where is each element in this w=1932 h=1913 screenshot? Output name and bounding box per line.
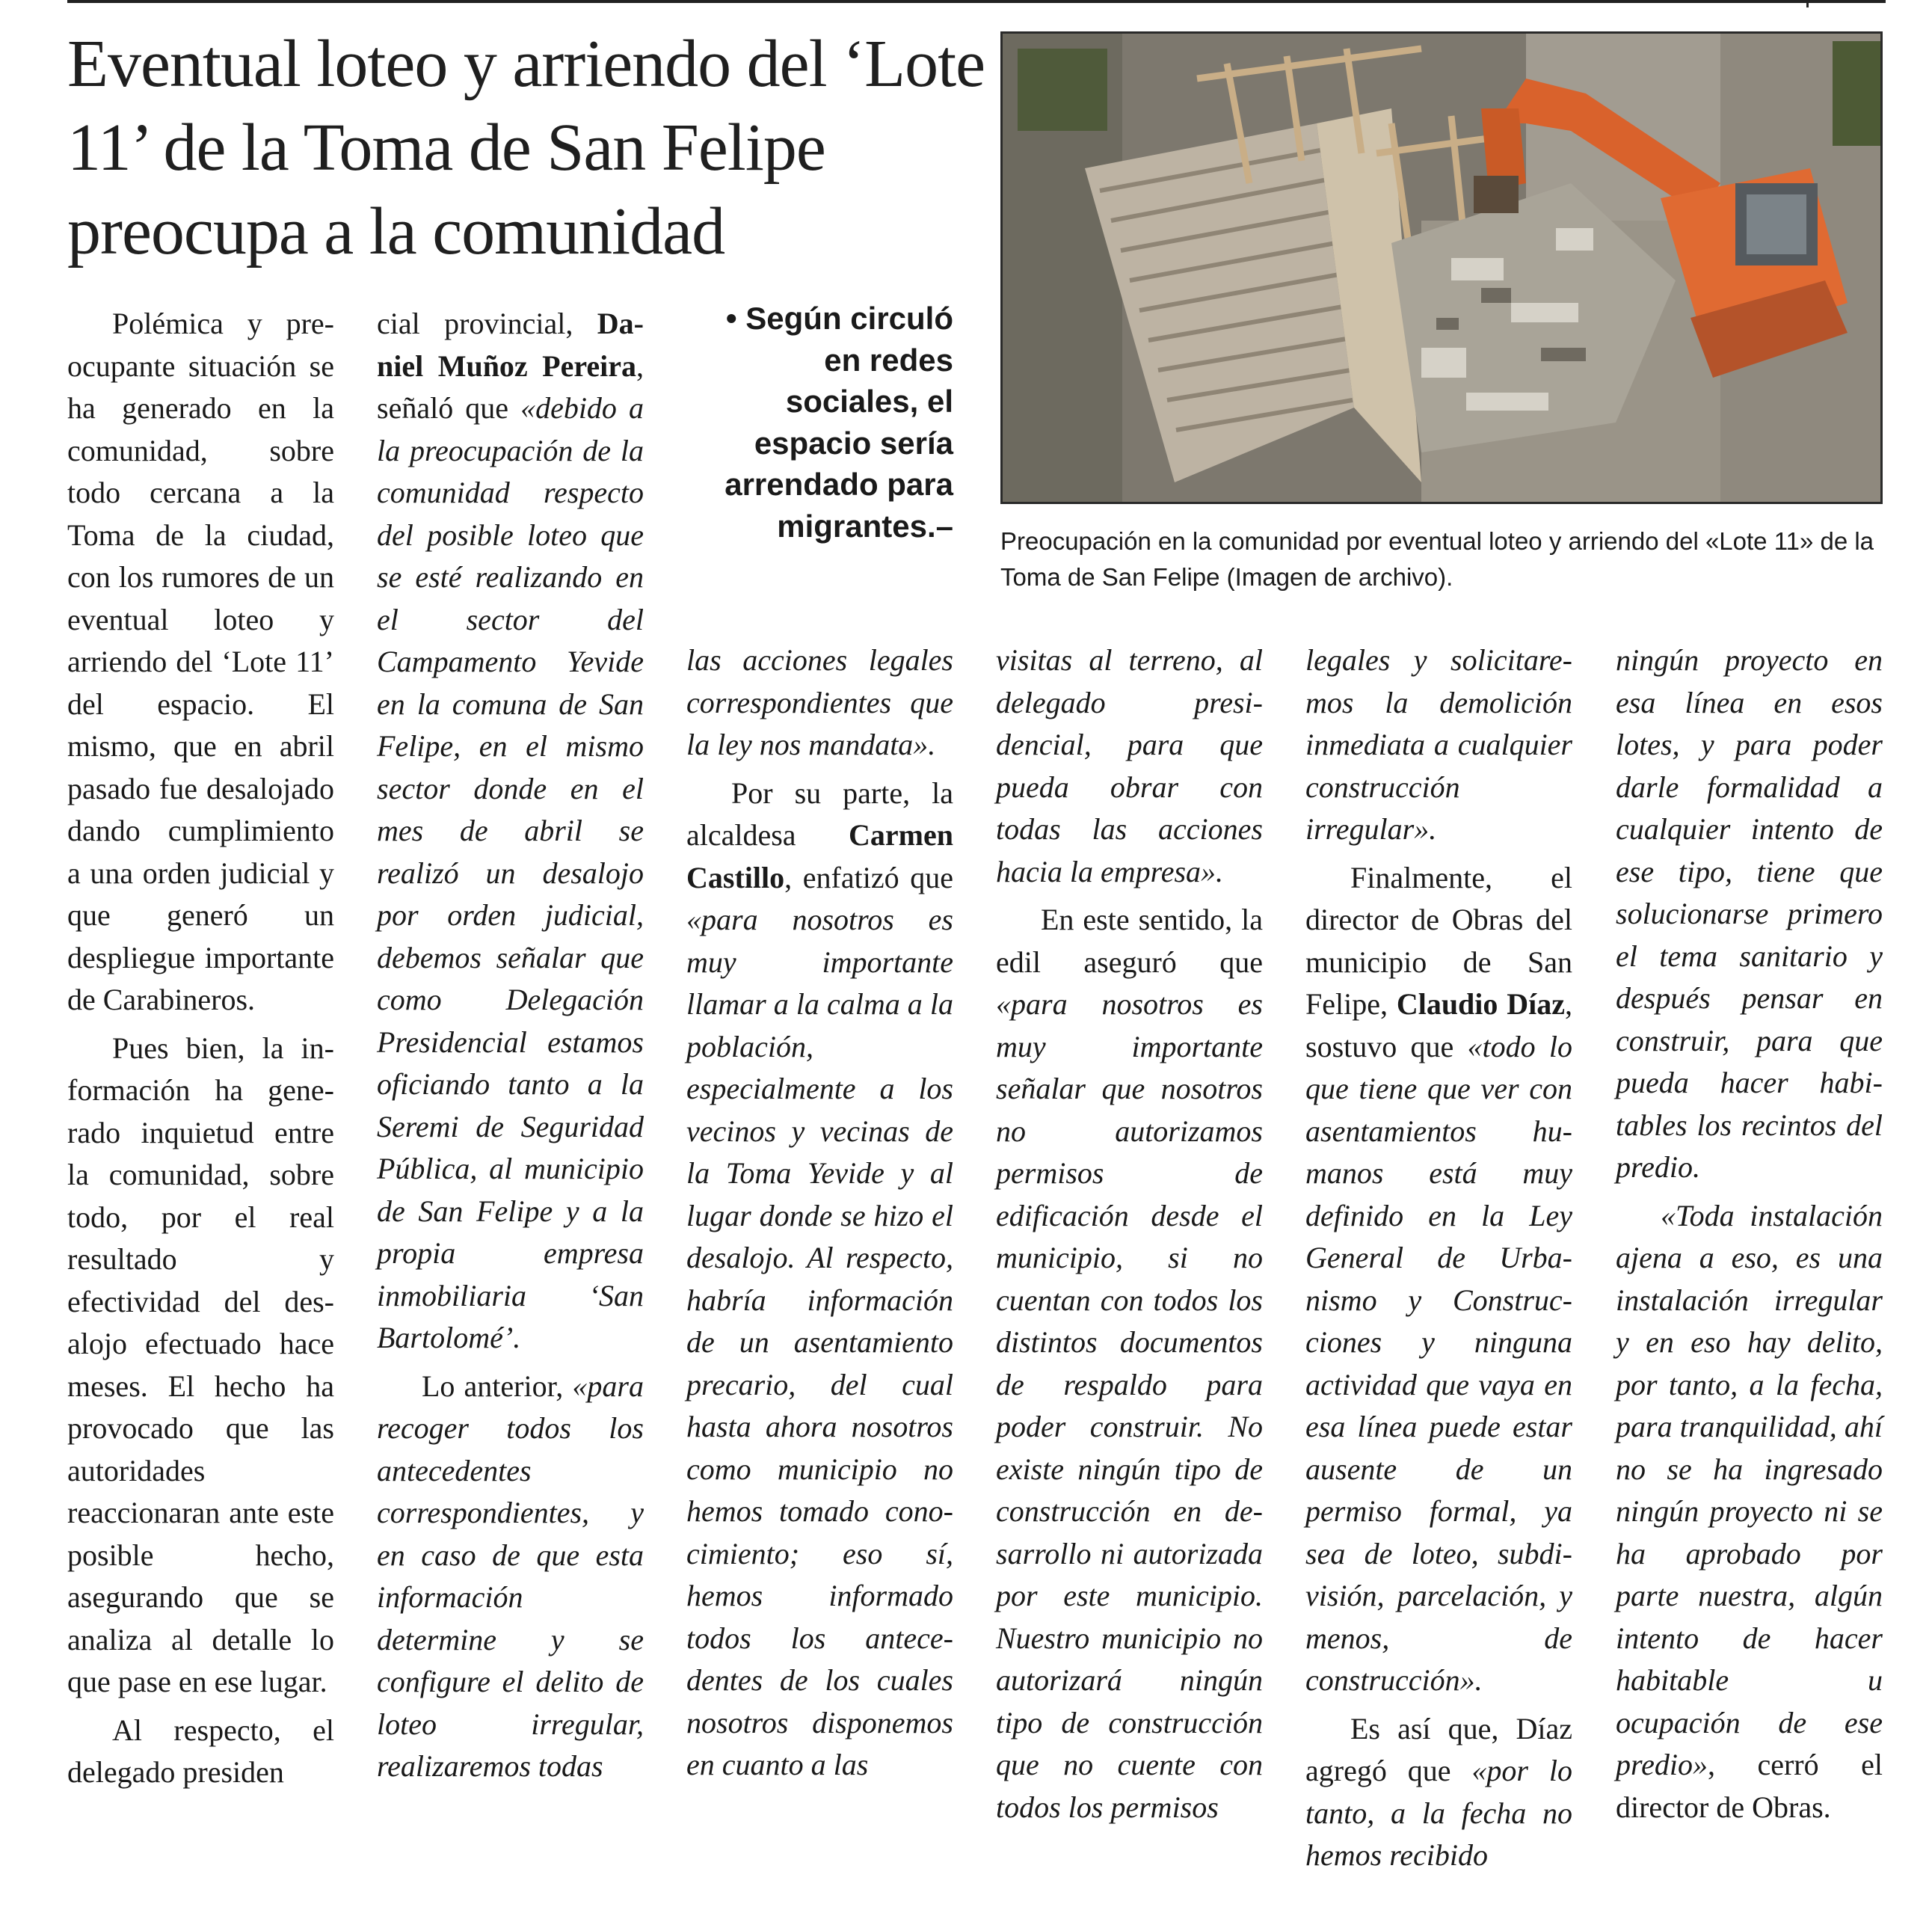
quote-text: legales y solicitaremos la demolición inmediata a cualquier construcción irregular».	[1305, 643, 1572, 846]
column-3	[686, 639, 953, 1793]
quote-text: «por lo tanto, a la fecha no hemos recibido	[1305, 1754, 1572, 1872]
paragraph	[996, 639, 1263, 893]
column-1	[67, 303, 334, 1800]
person-name: Daniel Muñoz Pereira	[377, 307, 644, 383]
paragraph: Polémica y preocupante situación se ha generado en la comunidad, sobre todo cercana a la Toma de la ciudad, con los rumores de un eventual loteo y arriendo del ‘Lote 11’ del espacio. El mismo, que en abril pasado fue desalojado dando cumplimiento a una orden judicial y que generó un despliegue importante de Carabineros.	[67, 307, 334, 1016]
paragraph	[1616, 1195, 1883, 1829]
top-rule-tick	[1806, 0, 1809, 7]
paragraph	[686, 773, 953, 1787]
paragraph	[1616, 639, 1883, 1189]
column-6	[1616, 639, 1883, 1834]
text-span: Lo anterior,	[422, 1369, 573, 1403]
top-rule	[67, 0, 1886, 3]
quote-text: «Toda instalación ajena a eso, es una instalación irregular y en eso hay delito, por tanto, a la fecha, para tranquilidad, ahí no se ha ingresado ningún proyecto ni se ha aprobado por parte nuestra, algún intento de hacer habitable u ocupación de ese predio»	[1616, 1198, 1883, 1781]
paragraph	[1305, 857, 1572, 1702]
text-span: , enfatizó que	[784, 860, 953, 894]
paragraph	[377, 303, 644, 1360]
quote-text: ningún proyecto en esa línea en esos lotes, y para poder darle formalidad a cualquier intento de ese tipo, tiene que solucionarse primero el tema sanitario y después pensar en construir, para que pueda hacer habitables los recintos del predio.	[1616, 643, 1883, 1184]
quote-text: «para recoger todos los antecedentes correspondientes, y en caso de que esta información determine y se configure el delito de loteo irregular, realizaremos todas	[377, 1369, 644, 1783]
column-2	[377, 303, 644, 1794]
quote-text: las acciones legales correspondientes que la ley nos mandata».	[686, 643, 953, 761]
person-name: Claudio Díaz	[1396, 987, 1565, 1021]
pull-quote: • Según circuló en redes sociales, el espacio sería arrendado para migrantes.–	[724, 301, 953, 544]
text-span: , señaló que	[377, 348, 644, 425]
paragraph: Al respecto, el delegado presiden	[67, 1713, 334, 1789]
text-span: Por su parte, la alcaldesa	[686, 776, 953, 852]
demolition-excavator-photo-icon	[1003, 34, 1880, 502]
text-span: Es así que, Díaz agregó que	[1305, 1711, 1572, 1787]
quote-text: «todo lo que tiene que ver con asentamientos humanos está muy definido en la Ley General de Urbanismo y Construcciones y ninguna actividad que vaya en esa línea puede estar ausente de un permiso formal, ya sea de loteo, subdivisión, parcelación, y menos, de construcción».	[1305, 1029, 1572, 1697]
headline: Eventual loteo y arriendo del ‘Lote 11’ de la Toma de San Felipe preocupa a la comunidad	[67, 27, 985, 268]
text-span: , sostuvo que	[1305, 987, 1572, 1063]
photo-caption: Preocupación en la comunidad por eventual loteo y arriendo del «Lote 11» de la Toma de San Felipe (Imagen de archivo).	[1000, 527, 1874, 591]
paragraph	[377, 1366, 644, 1788]
text-span: cial provincial,	[377, 307, 597, 340]
person-name: Carmen Castillo	[686, 818, 953, 894]
column-5	[1305, 639, 1572, 1883]
quote-text: visitas al terreno, al delegado presidencial, para que pueda obrar con todas las acciones hacia la empresa».	[996, 643, 1263, 888]
paragraph	[996, 899, 1263, 1828]
quote-text: «debido a la preocupación de la comunidad respecto del posible loteo que se esté realizando en el sector del Campamento Yevide en la comuna de San Felipe, en el mismo sector donde en el mes de abril se realizó un desalojo por orden judicial, debemos señalar que como Delegación Presidencial estamos oficiando tanto a la Seremi de Seguridad Pública, al municipio de San Felipe y a la propia empresa inmobiliaria ‘San Bartolomé’.	[377, 391, 644, 1354]
paragraph	[686, 639, 953, 767]
paragraph	[1305, 1708, 1572, 1877]
column-4	[996, 639, 1263, 1834]
text-span: , cerró el director de Obras.	[1616, 1748, 1883, 1824]
paragraph: Pues bien, la información ha generado inquietud entre la comunidad, sobre todo, por el real resultado y efectividad del desalojo efectuado hace meses. El hecho ha provocado que las autoridades reaccionaran ante este posible hecho, asegurando que se analiza al detalle lo que pase en ese lugar.	[67, 1031, 334, 1698]
paragraph	[1305, 639, 1572, 851]
text-span: Finalmente, el director de Obras del municipio de San Felipe,	[1305, 860, 1572, 1021]
quote-text: «para nosotros es muy importante llamar a la calma a la población, especialmente a los vecinos y vecinas de la Toma Yevide y al lugar donde se hizo el desalojo. Al respecto, habría información de un asentamiento precario, del cual hasta ahora nosotros como municipio no hemos tomado conocimiento; eso sí, hemos informado todos los antecedentes de los cuales nosotros disponemos en cuanto a las	[686, 903, 953, 1781]
article-photo	[1000, 31, 1883, 504]
text-span: En este sentido, la edil aseguró que	[996, 903, 1263, 979]
quote-text: «para nosotros es muy importante señalar que nosotros no autorizamos permisos de edificación desde el municipio, si no cuentan con todos los distintos documentos de respaldo para poder construir. No existe ningún tipo de construcción en desarrollo ni autorizada por este municipio. Nuestro municipio no autorizará ningún tipo de construcción que no cuente con todos los permisos	[996, 987, 1263, 1824]
